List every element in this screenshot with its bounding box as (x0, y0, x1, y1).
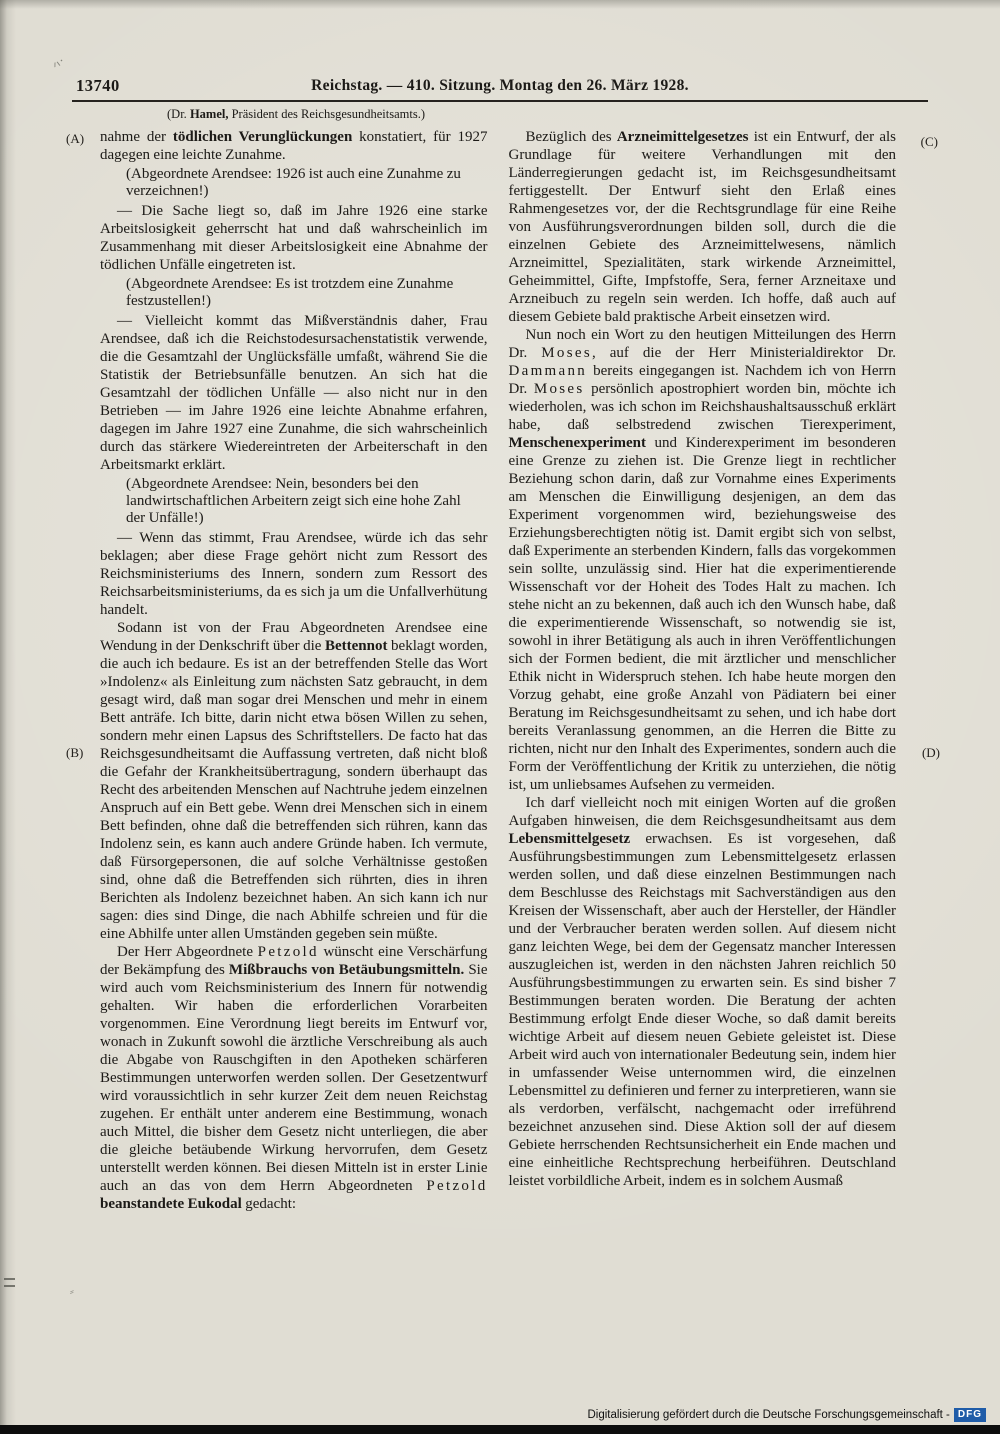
interjection (126, 476, 474, 527)
text-run: erwachsen. Es ist vorgesehen, daß Ausführungsbestimmungen zum Lebensmittelgesetz erlassen werden sollen, und daß diese einzelnen Bestimmungen nach dem Beschlusse des Reichstags mit Sachverständigen aus den Kreisen der Wissenschaft, aber auch der Hersteller, der Händler und der Verbraucher beraten werden sollen. Auf diesem nicht ganz leichten Wege, bei dem der Gegensatz mancher Interessen auszugleichen ist, werden in den nächsten Jahren reichlich 50 Ausführungsbestimmungen zu erwarten sein. Es sind bisher 7 Bestimmungen beraten worden. Die Beratung der achten Bestimmung erfolgt Ende dieser Woche, so daß damit bereits wichtige Arbeit auf diesem neuen Gebiete geleistet ist. Diese Arbeit wird auch von internationaler Bedeutung sein, indem hier in umfassender Weise unternommen wird, die einzelnen Lebensmittel zu definieren und ferner zu interpretieren, wann sie als verdorben, verfälscht, nachgemacht oder irreführend bezeichnet anzusehen sind. Diese Aktion soll der auf diesem Gebiete herrschenden Rechtsunsicherheit ein Ende machen und eine einheitliche Rechtsprechung herbeiführen. Deutschland leistet vorbildliche Arbeit, indem es in solchem Ausmaß (508, 831, 896, 1189)
paragraph (100, 619, 488, 943)
digitization-credit-text: Digitalisierung gefördert durch die Deutsche Forschungsgemeinschaft - (587, 1409, 950, 1421)
margin-marker-a: (A) (66, 131, 85, 146)
text-run: Moses (541, 345, 592, 361)
text-run: Arzneimittelgesetzes (616, 129, 749, 145)
text-run: (Dr. (167, 107, 190, 121)
text-run: Menschenexperiment (508, 435, 646, 451)
column-right (509, 128, 897, 1213)
text-run: Mißbrauchs von Betäubungsmitteln. (228, 962, 465, 978)
text-run: und Kinderexperiment im besonderen eine Grenze zu ziehen ist. Die Grenze liegt in rechtlicher Beziehung schon darin, daß zur Vornahme eines Experiments am Menschen die Einwilligung desjenigen, an dem das Experiment vorgenommen wird, beziehungsweise des Erziehungsberechtigten nötig ist. Damit ergibt sich von selbst, daß Experimente an sterbenden Kindern, falls das vorgekommen sein sollte, unzulässig sind. Hier hat die experimentierende Wissenschaft vor der Hoheit des Todes Halt zu machen. Ich stehe nicht an zu bekennen, daß auch ich den Wunsch habe, daß die experimentierende Wissenschaft, so notwendig sie ist, sowohl in ihrer Betätigung als auch in ihren Veröffentlichungen sich der Formen bedient, die mit ärztlicher und menschlicher Ethik nicht in Widerspruch stehen. Ich habe heute morgen den Vorzug gehabt, eine große Anzahl von Pädiatern bei einer Beratung im Reichsgesundheitsamt zu sehen, und ich habe dort bereits Veranlassung genommen, an die Herren die Bitte zu richten, nicht nur den Inhalt des Experimentes, sondern auch die Form der Veröffentlichung der Kritik zu unterziehen, die nötig ist, um unliebsames Aufsehen zu vermeiden. (508, 435, 896, 793)
paragraph (509, 326, 897, 794)
speaker-note (100, 107, 492, 122)
text-run: Bettennot (325, 638, 388, 654)
header-rule (72, 100, 928, 102)
digitization-credit (587, 1408, 986, 1422)
interjection (126, 166, 474, 200)
text-run: Sodann ist von der Frau Abgeordneten Arendsee eine Wendung in der Denkschrift über die (100, 620, 488, 654)
text-run: beanstandete Eukodal (100, 1196, 242, 1212)
text-run: persönlich apostrophiert worden bin, möchte ich wiederholen, was ich schon im Reichshaushaltsausschuß erklärt habe, daß selbstredend zwischen Tierexperiment, (508, 381, 896, 433)
margin-marker-b: (B) (66, 745, 84, 760)
text-run: Sie wird auch vom Reichsministerium des Innern für notwendig gehalten. Wir haben die erforderlichen Vorarbeiten vorgenommen. Eine Verordnung liegt bereits im Entwurf vor, wonach in Zukunft sowohl die ärztliche Verschreibung als auch die Abgabe von Rauschgiften in den Apotheken schärferen Bestimmungen unterworfen werden sollen. Der Gesetzentwurf wird voraussichtlich in sehr kurzer Zeit dem neuen Reichstag zugehen. Er enthält unter anderem eine Bestimmung, wonach auch Mittel, die bisher dem Gesetz nicht unterliegen, die aber die gleiche betäubende Wirkung hervorrufen, dem Gesetz unterstellt werden können. Bei diesen Mitteln ist in erster Linie auch an das von dem Herrn Abgeordneten (100, 962, 488, 1194)
text-run: Petzold (257, 944, 319, 960)
text-run: konstatiert, für 1927 dagegen eine leichte Zunahme. (100, 129, 488, 163)
text-run: Präsident des Reichsgesundheitsamts.) (228, 107, 425, 121)
scan-artifact-squiggle: ⸗ (69, 1283, 76, 1299)
text-run: Lebensmittelgesetz (508, 831, 631, 847)
text-columns (100, 128, 896, 1213)
text-run: ist ein Entwurf, der als Grundlage für weitere Verhandlungen mit den Länderregierungen gedacht ist, im Reichsgesundheitsamt fertiggestellt. Der Entwurf sieht den Erlaß eines Rahmengesetzes vor, der die Rechtsgrundlage für eine Reihe von Ausführungsverordnungen bilden soll, durch die die einzelnen Gebiete des Arzneimittelwesens, nämlich Arzneimittel, Spezialitäten, stark wirkende Arzneimittel, Geheimmittel, Gifte, Impfstoffe, Sera, ferner Arzneitaxe und Arzneibuch zu regeln sein werden. Ich hoffe, daß auch auf diesem Gebiete bald praktische Arbeit einsetzen wird. (508, 129, 896, 325)
text-run: (Abgeordnete Arendsee: Es ist trotzdem eine Zunahme festzustellen!) (126, 276, 454, 309)
text-run: Petzold (426, 1178, 488, 1194)
text-run: — Die Sache liegt so, daß im Jahre 1926 eine starke Arbeitslosigkeit geherrscht hat und daß wahrscheinlich im Zusammenhang mit dieser Arbeitslosigkeit eine Abnahme der tödlichen Unfälle eingetreten ist. (100, 203, 488, 273)
paragraph (100, 312, 488, 474)
column-left (100, 128, 488, 1213)
text-run: Bezüglich des (525, 129, 617, 145)
page-title: Reichstag. — 410. Sitzung. Montag den 26. März 1928. (311, 77, 689, 94)
scan-artifact-edge-mark (4, 1278, 15, 1287)
text-run: — Wenn das stimmt, Frau Arendsee, würde ich das sehr beklagen; aber diese Frage gehört nicht zum Ressort des Reichsministeriums des Innern, sondern zum Ressort des Reichsarbeitsministeriums, da es sich ja um die Unfallverhütung handelt. (100, 530, 488, 618)
text-run: Hamel, (189, 107, 229, 121)
text-run: (Abgeordnete Arendsee: 1926 ist auch eine Zunahme zu verzeichnen!) (126, 166, 461, 199)
paragraph (509, 128, 897, 326)
paragraph (100, 128, 488, 164)
page-number: 13740 (76, 76, 120, 95)
text-run: Ich darf vielleicht noch mit einigen Worten auf die großen Aufgaben hinweisen, die dem Reichsgesundheitsamt aus dem (508, 795, 896, 829)
scan-bottom-bar (0, 1425, 1000, 1434)
scan-artifact-pen-mark: ៸៶· (50, 52, 66, 71)
dfg-logo: DFG (954, 1408, 986, 1422)
text-run: gedacht: (241, 1196, 297, 1212)
paragraph (100, 943, 488, 1213)
text-run: wünscht eine Verschärfung der Bekämpfung des (100, 944, 488, 978)
text-run: (Abgeordnete Arendsee: Nein, besonders bei den landwirtschaftlichen Arbeitern zeigt sich eine hohe Zahl der Unfälle!) (126, 476, 461, 526)
paragraph (509, 794, 897, 1190)
text-run: bereits eingegangen ist. Nachdem ich von Herrn Dr. (508, 363, 896, 397)
interjection (126, 276, 474, 310)
text-run: Moses (533, 381, 585, 397)
margin-marker-c: (C) (920, 134, 938, 149)
text-run: beklagt worden, die auch ich bedaure. Es ist an der betreffenden Stelle das Wort »Indolenz« als Einleitung zum nächsten Satz gebraucht, in dem gesagt wird, daß man sogar drei Menschen und mehr in einem Bett anträfe. Ich bitte, darin nicht etwa bösen Willen zu sehen, sondern mehr einen Lapsus des Schriftstellers. De facto hat das Reichsgesundheitsamt die Auffassung vertreten, daß nicht bloß die Gefahr der Krankheitsübertragung, sondern überhaupt das Recht des arbeitenden Menschen auf Nachtruhe jedem einzelnen Anspruch auf ein Bett gebe. Wenn drei Menschen sich in einem Bett befinden, ohne daß die betreffenden sich rühren, kann das Indolenz sein, es kann auch andere Gründe haben. Ich vermute, daß Fürsorgepersonen, die auf solche Verhältnisse gestoßen sind, ohne daß die Betreffenden sich rührten, dies in ihren Berichten als Indolenz bezeichnet haben. An sich kann ich nur sagen: dies sind Dinge, die nach Abhilfe schreien und für die eine Abhilfe unter allen Umständen gegeben sein müßte. (100, 638, 488, 942)
text-run: , auf die der Herr Ministerialdirektor Dr. (591, 345, 896, 361)
text-run: tödlichen Verunglückungen (172, 129, 353, 145)
text-run: — Vielleicht kommt das Mißverständnis daher, Frau Arendsee, daß ich die Reichstodesursachenstatistik verwende, die die Gesamtzahl der Unglücksfälle umfaßt, während Sie die Statistik der Betriebsunfälle benutzen. An sich hat die Gesamtzahl der tödlichen Unfälle — also nicht nur in den Betrieben — im Jahre 1926 eine leichte Abnahme erfahren, dagegen im Jahre 1927 eine Zunahme, die sich wahrscheinlich durch das stärkere Wiedereintreten der Arbeiterschaft in den Arbeitsmarkt erklärt. (100, 313, 488, 473)
margin-marker-d: (D) (921, 745, 940, 760)
text-run: Dammann (508, 363, 588, 379)
text-run: nahme der (100, 129, 173, 145)
text-run: Nun noch ein Wort zu den heutigen Mitteilungen des Herrn Dr. (508, 327, 896, 361)
paragraph (100, 529, 488, 619)
paragraph (100, 202, 488, 274)
text-run: Der Herr Abgeordnete (117, 944, 258, 960)
